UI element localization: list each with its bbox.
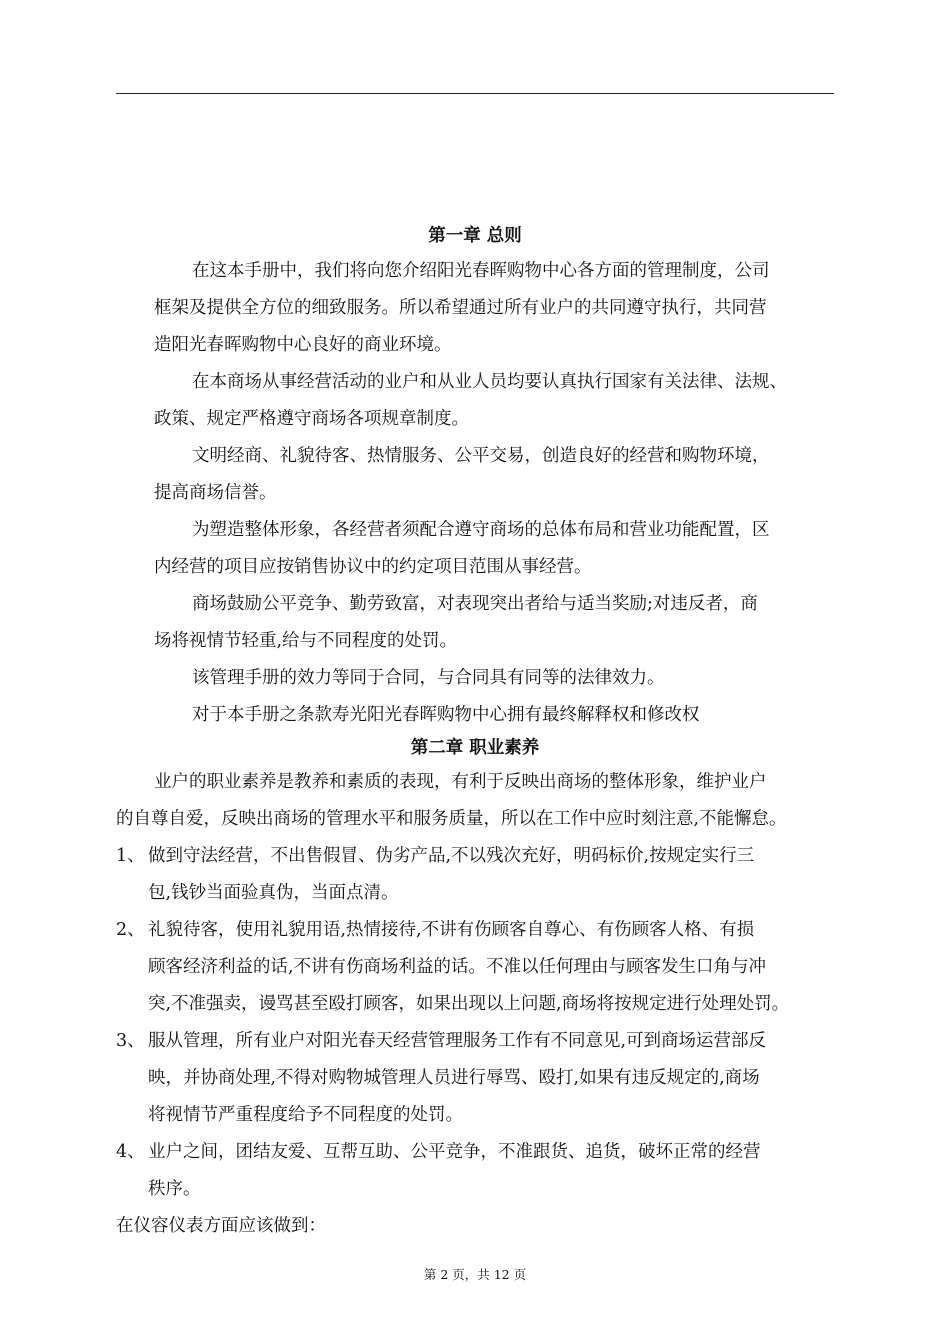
chapter-2-title: 第二章 职业素养 <box>410 738 540 758</box>
list-number: 4、 <box>116 1142 145 1162</box>
page-footer: 第 2 页，共 12 页 <box>423 1267 527 1282</box>
paragraph-line: 政策、规定严格遵守商场各项规章制度。 <box>154 409 469 429</box>
list-number: 2、 <box>116 920 145 940</box>
paragraph-line: 内经营的项目应按销售协议中的约定项目范围从事经营。 <box>154 557 592 577</box>
list-item-line: 突,不准强卖，谩骂甚至殴打顾客，如果出现以上问题,商场将按规定进行处理处罚。 <box>148 994 790 1014</box>
list-number: 1、 <box>116 846 145 866</box>
paragraph-line: 为塑造整体形象，各经营者须配合遵守商场的总体布局和营业功能配置，区 <box>192 520 770 540</box>
paragraph-line: 该管理手册的效力等同于合同，与合同具有同等的法律效力。 <box>192 668 665 688</box>
paragraph-line: 商场鼓励公平竞争、勤劳致富，对表现突出者给与适当奖励;对违反者，商 <box>192 594 758 614</box>
list-item-line: 包,钱钞当面验真伪，当面点清。 <box>148 883 399 903</box>
paragraph-line: 在本商场从事经营活动的业户和从业人员均要认真执行国家有关法律、法规、 <box>192 372 787 392</box>
list-item-line: 服从管理，所有业户对阳光春天经营管理服务工作有不同意见,可到商场运营部反 <box>148 1031 767 1051</box>
paragraph-line: 文明经商、礼貌待客、热情服务、公平交易，创造良好的经营和购物环境， <box>192 446 770 466</box>
chapter-1-title: 第一章 总则 <box>428 226 522 246</box>
paragraph-line: 场将视情节轻重,给与不同程度的处罚。 <box>154 631 458 651</box>
list-item-line: 顾客经济利益的话,不讲有伤商场利益的话。不准以任何理由与顾客发生口角与冲 <box>148 957 767 977</box>
list-item-line: 映，并协商处理,不得对购物城管理人员进行辱骂、殴打,如果有违反规定的,商场 <box>148 1068 760 1088</box>
paragraph-line: 对于本手册之条款寿光阳光春晖购物中心拥有最终解释权和修改权 <box>192 705 700 725</box>
intro-line: 业户的职业素养是教养和素质的表现，有利于反映出商场的整体形象，维护业户 <box>154 772 767 792</box>
list-item-line: 业户之间，团结友爱、互帮互助、公平竞争，不准跟货、追货，破坏正常的经营 <box>148 1142 761 1162</box>
list-item-line: 礼貌待客，使用礼貌用语,热情接待,不讲有伤顾客自尊心、有伤顾客人格、有损 <box>148 920 755 940</box>
list-item-line: 做到守法经营，不出售假冒、伪劣产品,不以残次充好，明码标价,按规定实行三 <box>148 846 755 866</box>
list-item-line: 将视情节严重程度给予不同程度的处罚。 <box>148 1105 463 1125</box>
list-item-line: 秩序。 <box>148 1179 201 1199</box>
list-number: 3、 <box>116 1031 145 1051</box>
paragraph-line: 提高商场信誉。 <box>154 483 277 503</box>
closing-line: 在仪容仪表方面应该做到： <box>116 1216 326 1236</box>
header-rule <box>116 93 834 94</box>
paragraph-line: 框架及提供全方位的细致服务。所以希望通过所有业户的共同遵守执行，共同营 <box>154 298 767 318</box>
paragraph-line: 在这本手册中，我们将向您介绍阳光春晖购物中心各方面的管理制度，公司 <box>192 261 770 281</box>
paragraph-line: 造阳光春晖购物中心良好的商业环境。 <box>154 335 452 355</box>
intro-line: 的自尊自爱，反映出商场的管理水平和服务质量，所以在工作中应时刻注意,不能懈怠。 <box>116 809 787 829</box>
